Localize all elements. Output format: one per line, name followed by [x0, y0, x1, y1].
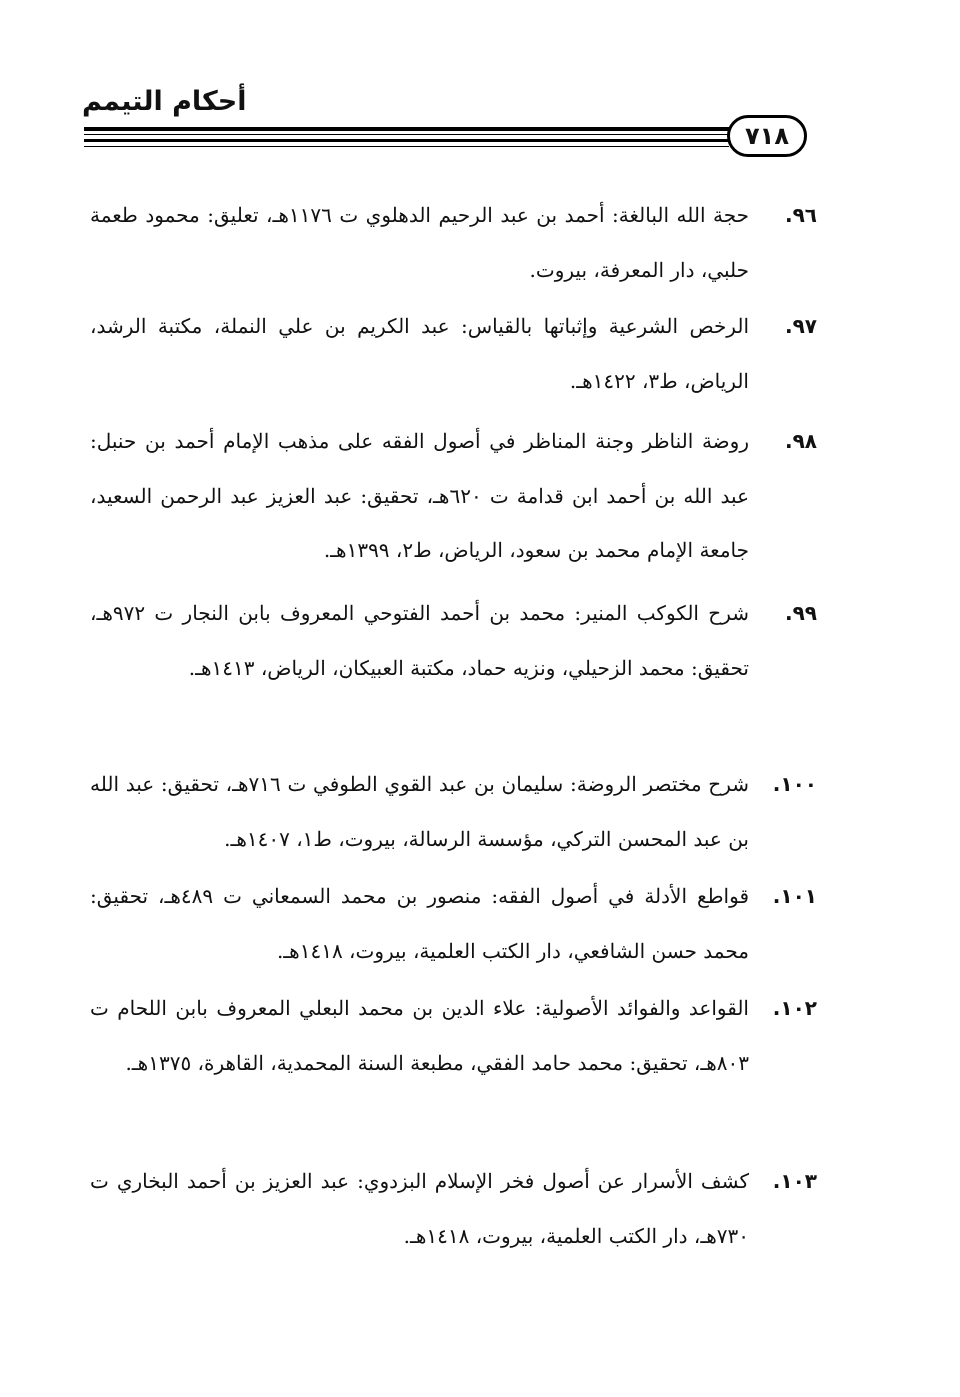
bibliography-entry — [90, 414, 817, 579]
entry-text: القواعد والفوائد الأصولية: علاء الدين بن محمد البعلي المعروف بابن اللحام ت ٨٠٣هـ، تحقيق: محمد حامد الفقي، مطبعة السنة المحمدية، القاهرة، ١٣٧٥هـ. — [90, 996, 749, 1075]
entry-number: ١٠٣. — [772, 1169, 817, 1193]
entry-text: حجة الله البالغة: أحمد بن عبد الرحيم الدهلوي ت ١١٧٦هـ، تعليق: محمود طعمة حلبي، دار المعرفة، بيروت. — [90, 203, 750, 282]
entry-text: كشف الأسرار عن أصول فخر الإسلام البزدوي: عبد العزيز بن أحمد البخاري ت ٧٣٠هـ، دار الكتب العلمية، بيروت، ١٤١٨هـ. — [90, 1169, 749, 1248]
page-number: ٧١٨ — [727, 115, 807, 157]
bibliography-entry — [90, 1154, 817, 1264]
bibliography-entry — [90, 981, 817, 1146]
entry-text: شرح الكوكب المنير: محمد بن أحمد الفتوحي المعروف بابن النجار ت ٩٧٢هـ، تحقيق: محمد الزحيلي، ونزيه حماد، مكتبة العبيكان، الرياض، ١٤١٣هـ. — [90, 601, 749, 680]
bibliography-entry — [90, 757, 817, 867]
bibliography-entry — [90, 299, 817, 409]
entry-text: الرخص الشرعية وإثباتها بالقياس: عبد الكريم بن علي النملة، مكتبة الرشد، الرياض، ط٣، ١٤٢٢هـ. — [90, 314, 749, 393]
bibliography-entry — [90, 586, 817, 751]
entry-text: شرح مختصر الروضة: سليمان بن عبد القوي الطوفي ت ٧١٦هـ، تحقيق: عبد الله بن عبد المحسن التركي، مؤسسة الرسالة، بيروت، ط١، ١٤٠٧هـ. — [90, 772, 749, 851]
entry-number: ١٠٠. — [772, 772, 817, 796]
bibliography-entry — [90, 869, 817, 979]
entry-number: ١٠٢. — [772, 996, 817, 1020]
entry-text: روضة الناظر وجنة المناظر في أصول الفقه على مذهب الإمام أحمد بن حنبل: عبد الله بن أحمد ابن قدامة ت ٦٢٠هـ، تحقيق: عبد العزيز عبد الرحمن السعيد، جامعة الإمام محمد بن سعود، الرياض، ط٢، ١٣٩٩هـ. — [90, 429, 749, 562]
bibliography-entry — [90, 188, 817, 298]
entry-number: ٩٦. — [784, 203, 817, 227]
entry-number: ٩٧. — [784, 314, 817, 338]
entry-number: ٩٨. — [784, 429, 817, 453]
book-title: أحكام التيمم — [82, 86, 247, 117]
entry-number: ١٠١. — [772, 884, 817, 908]
entry-number: ٩٩. — [784, 601, 817, 625]
entry-text: قواطع الأدلة في أصول الفقه: منصور بن محمد السمعاني ت ٤٨٩هـ، تحقيق: محمد حسن الشافعي، دار الكتب العلمية، بيروت، ١٤١٨هـ. — [90, 884, 750, 963]
